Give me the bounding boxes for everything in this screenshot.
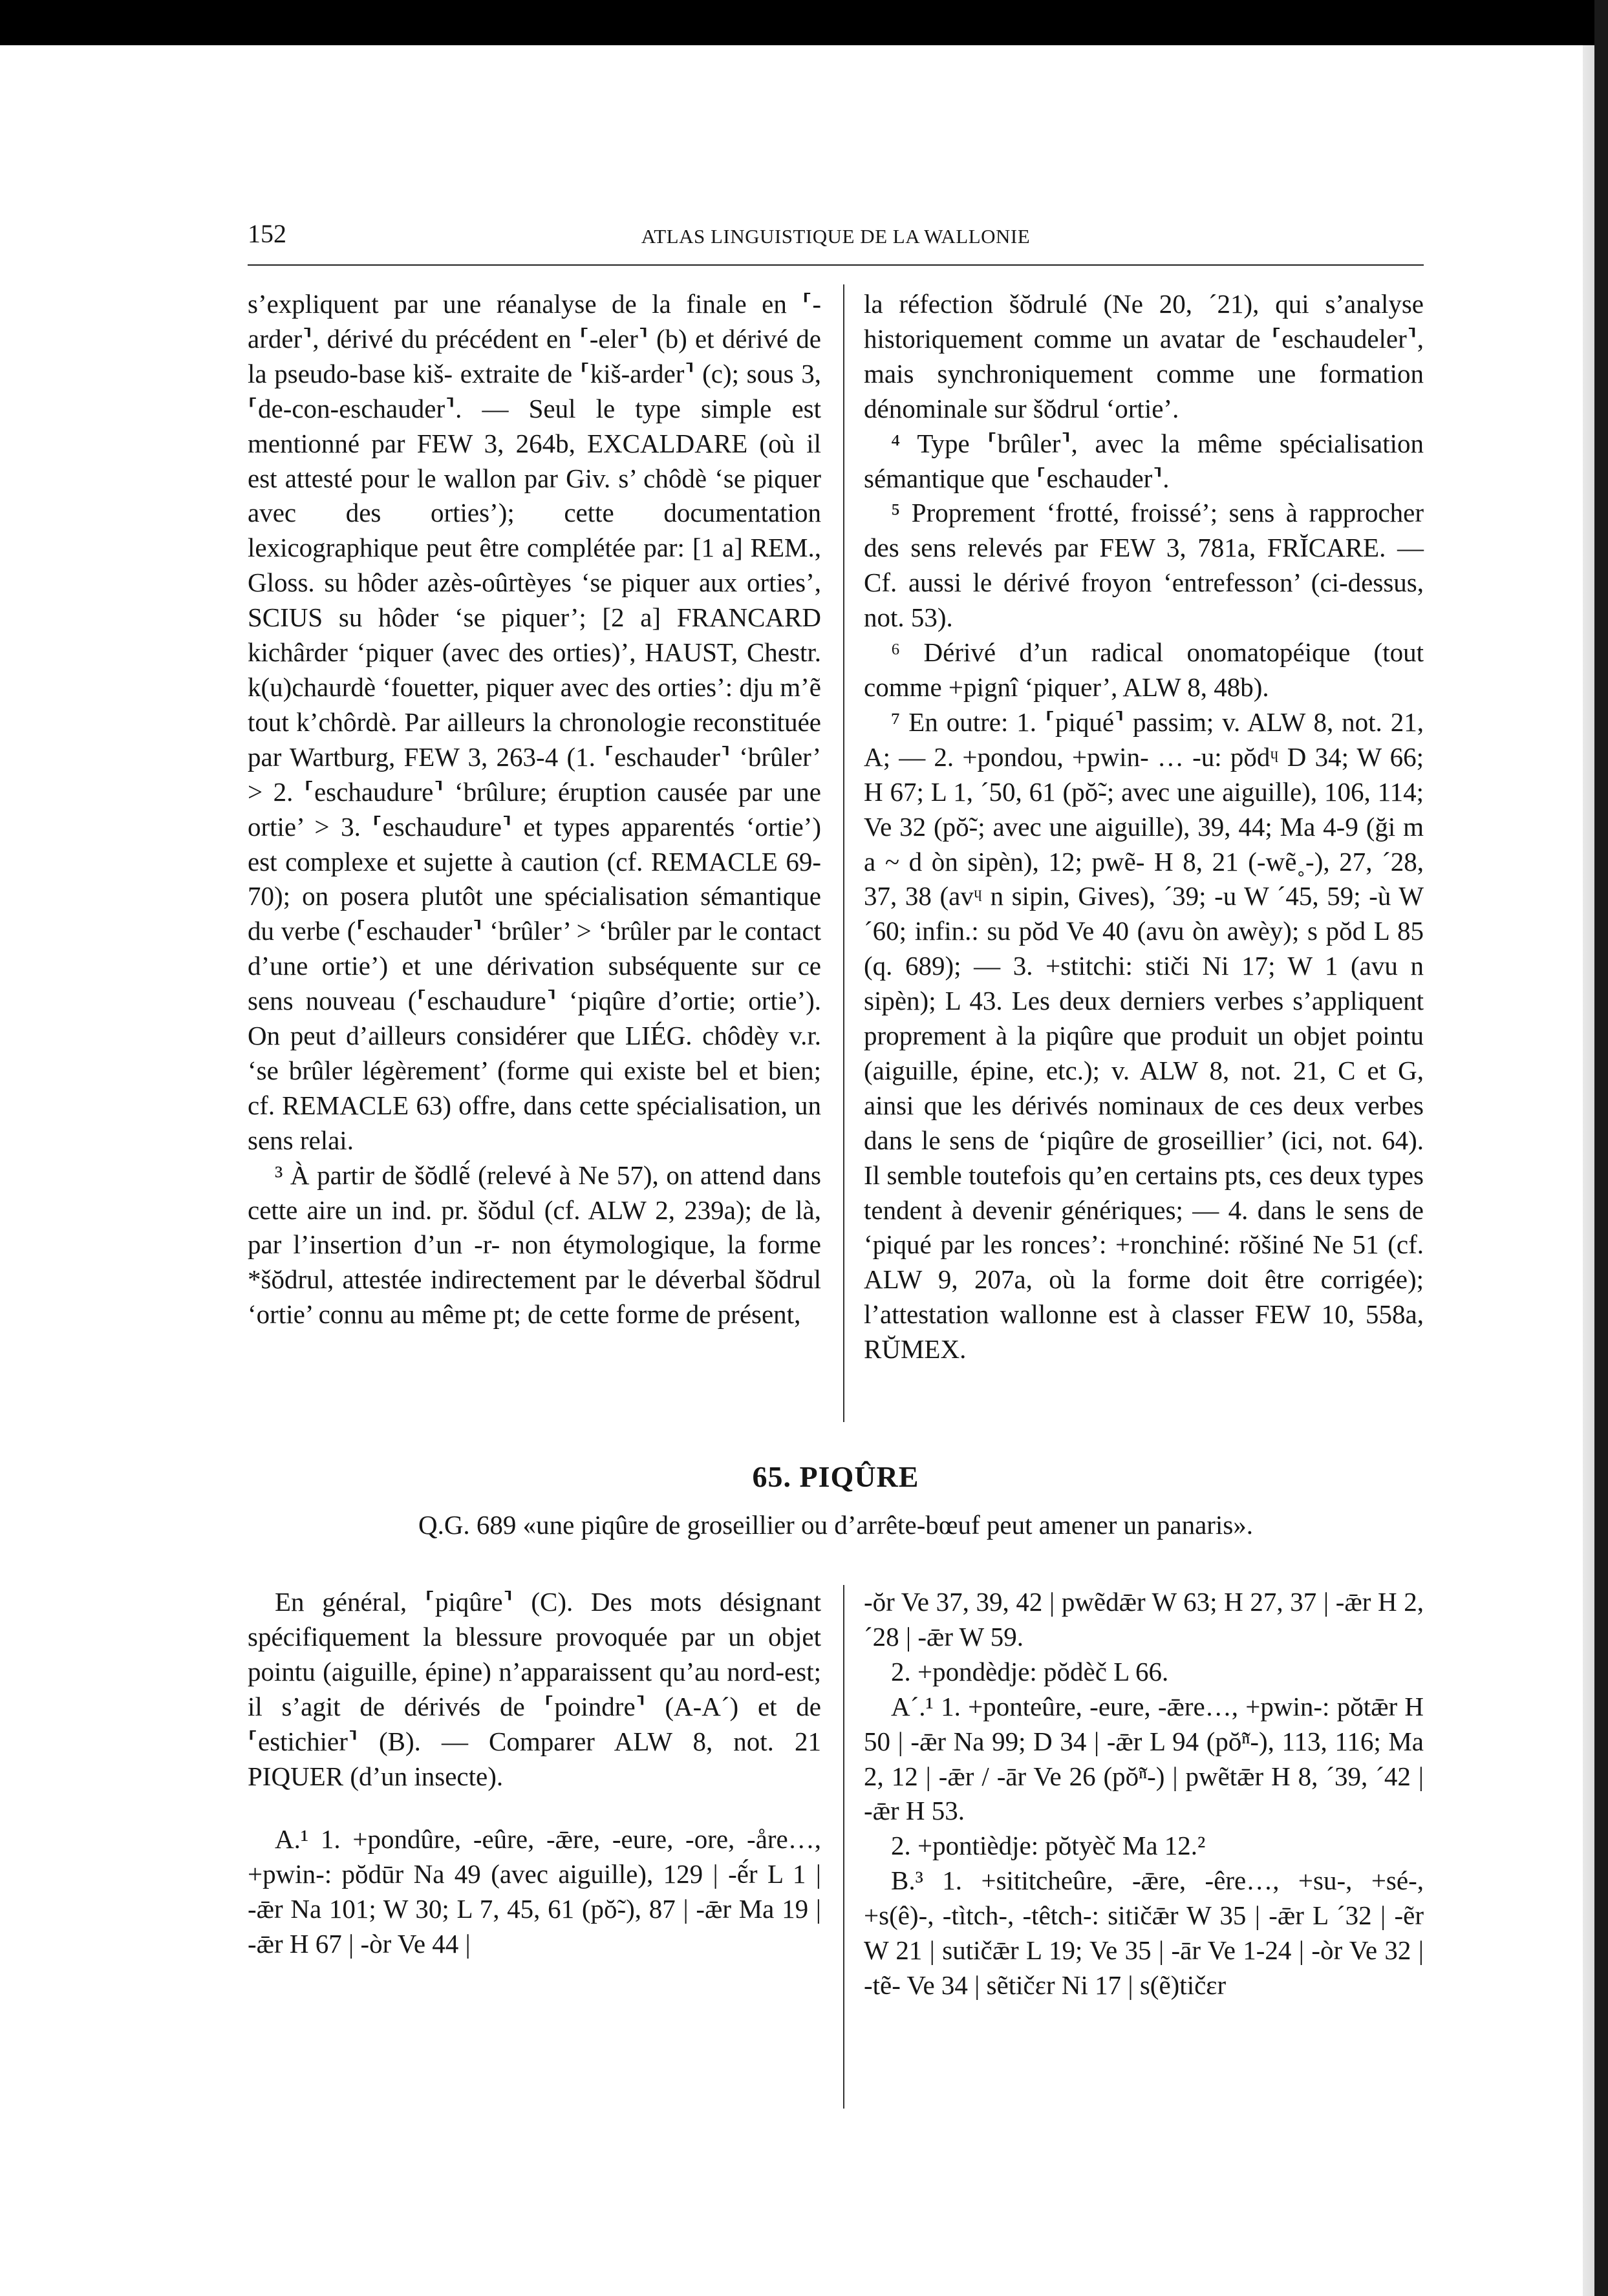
scan-border-top <box>0 0 1608 45</box>
page-number: 152 <box>248 219 286 248</box>
article-entry: 2. +pontièdje: pŏtyèč Ma 12.² <box>891 1831 1206 1861</box>
note-7: ⁷ En outre: 1. ⸢piqué⸣ passim; v. ALW 8, not. 21, A; — 2. +pondou, +pwin- … -u: pŏdᶣ D 34; W 66; H 67; L 1, ´50, 61 (pŏ̃-; avec une aiguille), 106, 114; Ve 32 (pŏ̃-; avec une aiguille), 39, 44; Ma 4-9 (ği m a ~ d òn sipèn), 12; pwẽ- H 8, 21 (-wẽ˳-), 27, ´28, 37, 38 (avᶣ n sipin, Gives), ´39; -u W ´45, 59; -ù W ´60; infin.: su pŏd Ve 40 (avu òn awèy); s pŏd L 85 (q. 689); — 3. +stitchi: stiči Ni 17; W 1 (avu n sipèn); L 43. Les deux derniers verbes s’appliquent proprement à la piqûre que produit un objet pointu (aiguille, épine, etc.); v. ALW 8, not. 21, C et G, ainsi que les dérivés nominaux de ces deux verbes dans le sens de ‘piqûre de groseillier’ (ici, not. 64). Il semble toutefois qu’en certains pts, ces deux types tendent à devenir génériques; — 4. dans le sens de ‘piqué par les ronces’: +ronchiné: rŏšiné Ne 51 (cf. ALW 9, 207a, où la forme doit être corrigée); l’attestation wallonne est à classer FEW 10, 558a, RŬMEX. <box>864 707 1424 1365</box>
article-entry: A´.¹ 1. +ponteûre, -eure, -ǣre…, +pwin-: pŏtǣr H 50 | -ǣr Na 99; D 34 | -ǣr L 94 (pŏ̃ⁿ-), 113, 116; Ma 2, 12 | -ǣr / -ār Ve 26 (pŏ̃ⁿ-) | pwẽtǣr H 8, ´39, ´42 | -ǣr H 53. <box>864 1691 1424 1826</box>
note-paragraph: la réfection šŏdrulé (Ne 20, ´21), qui s’analyse historiquement comme un avatar de ⸢eschaudeler⸣, mais synchroniquement comme une formation dénominale sur šŏdrul ‘ortie’. <box>864 289 1424 423</box>
article-entry: -ŏr Ve 37, 39, 42 | pwẽdǣr W 63; H 27, 37 | -ǣr H 2, ´28 | -ǣr W 59. <box>864 1587 1424 1652</box>
note-3: ³ À partir de šŏdlẽ́ (relevé à Ne 57), on attend dans cette aire un ind. pr. šŏdul (cf. ALW 2, 239a); de là, par l’insertion d’un -r- non étymologique, la forme *šŏdrul, attestée indirectement par le déverbal šŏdrul ‘ortie’ connu au même pt; de cette forme de présent, <box>248 1160 821 1330</box>
article-right-column <box>864 1585 1424 2003</box>
page-header <box>248 218 1424 264</box>
article-entry: B.³ 1. +sititcheûre, -ǣre, -êre…, +su-, +sé-, +s(ê)-, -tìtch-, -têtch-: sitičǣr W 35 | -ǣr L ´32 | -ẽr W 21 | sutičǣr L 19; Ve 35 | -ār Ve 1-24 | -òr Ve 32 | -tẽ- Ve 34 | sẽtičɛr Ni 17 | s(ẽ)tičɛr <box>864 1865 1424 2000</box>
note-4: ⁴ Type ⸢brûler⸣, avec la même spécialisation sémantique que ⸢eschauder⸣. <box>864 428 1424 493</box>
article-question: Q.G. 689 «une piqûre de groseillier ou d’arrête-bœuf peut amener un panaris». <box>418 1510 1254 1540</box>
article-title: 65. PIQÛRE <box>752 1460 919 1493</box>
header-rule <box>248 264 1424 266</box>
column-divider-bottom <box>843 1585 844 2109</box>
column-divider-top <box>843 284 844 1422</box>
notes-right-column <box>864 287 1424 1367</box>
note-5: ⁵ Proprement ‘frotté, froissé’; sens à rapprocher des sens relevés par FEW 3, 781a, FRĬCARE. — Cf. aussi le dérivé froyon ‘entrefesson’ (ci-dessus, not. 53). <box>864 498 1424 633</box>
running-title: ATLAS LINGUISTIQUE DE LA WALLONIE <box>641 225 1031 248</box>
note-paragraph: s’expliquent par une réanalyse de la finale en ⸢-arder⸣, dérivé du précédent en ⸢-eler⸣ (b) et dérivé de la pseudo-base kiš- extraite de ⸢kiš-arder⸣ (c); sous 3, ⸢de-con-eschauder⸣. — Seul le type simple est mentionné par FEW 3, 264b, EXCALDARE (où il est attesté pour le wallon par Giv. s’ chôdè ‘se piquer avec des orties’); cette documentation lexicographique peut être complétée par: [1 a] REM., Gloss. su hôder azès-oûrtèyes ‘se piquer aux orties’, SCIUS su hôder ‘se piquer’; [2 a] FRANCARD kichârder ‘piquer (avec des orties)’, HAUST, Chestr. k(u)chaurdè ‘fouetter, piquer avec des orties’: dju m’ẽ tout k’chôrdè. Par ailleurs la chronologie reconstituée par Wartburg, FEW 3, 263-4 (1. ⸢eschauder⸣ ‘brûler’ > 2. ⸢eschaudure⸣ ‘brûlure; éruption causée par une ortie’ > 3. ⸢eschaudure⸣ et types apparentés ‘ortie’) est complexe et sujette à caution (cf. REMACLE 69-70); on posera plutôt une spécialisation sémantique du verbe (⸢eschauder⸣ ‘brûler’ > ‘brûler par le contact d’une ortie’) et une dérivation subséquente sur ce sens nouveau (⸢eschaudure⸣ ‘piqûre d’ortie; ortie’). On peut d’ailleurs considérer que LIÉG. chôdèy v.r. ‘se brûler légèrement’ (forme qui existe bel et bien; cf. REMACLE 63) offre, dans cette spécialisation, un sens relai. <box>248 289 821 1155</box>
article-intro: En général, ⸢piqûre⸣ (C). Des mots désignant spécifiquement la blessure provoquée par un objet pointu (aiguille, épine) n’apparaissent qu’au nord-est; il s’agit de dérivés de ⸢poindre⸣ (A-A´) et de ⸢estichier⸣ (B). — Comparer ALW 8, not. 21 PIQUER (d’un insecte). <box>248 1587 821 1791</box>
scan-edge-right <box>1594 0 1608 2296</box>
article-type-a: A.¹ 1. +pondûre, -eûre, -ǣre, -eure, -ore, -åre…, +pwin-: pŏdūr Na 49 (avec aiguille), 129 | -ẽ́r L 1 | -ǣr Na 101; W 30; L 7, 45, 61 (pŏ̃-), 87 | -ǣr Ma 19 | -ǣr H 67 | -òr Ve 44 | <box>248 1824 821 1959</box>
notes-left-column <box>248 287 821 1332</box>
note-6: ⁶ Dérivé d’un radical onomatopéique (tout comme +pignî ‘piquer’, ALW 8, 48b). <box>864 637 1424 702</box>
article-entry: 2. +pondèdje: pŏdèč L 66. <box>891 1656 1169 1686</box>
article-left-column <box>248 1585 821 1962</box>
